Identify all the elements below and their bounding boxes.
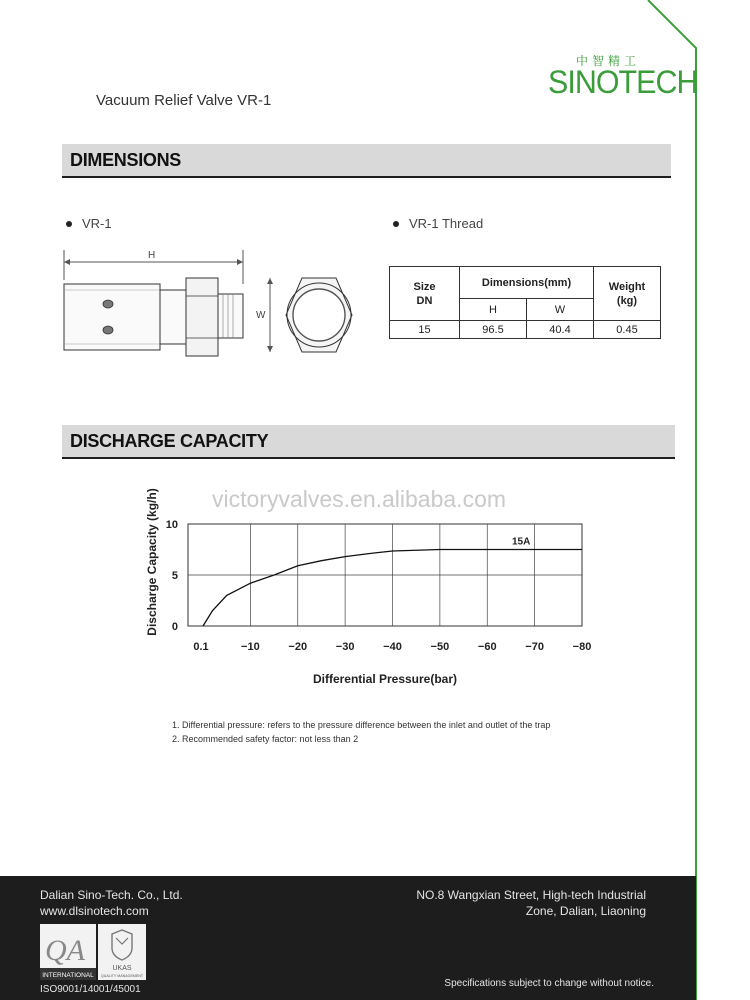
valve-hex-end-view-drawing <box>256 270 370 360</box>
vr1-thread-bullet-label: VR-1 Thread <box>409 216 484 231</box>
bullet-dot <box>66 221 72 227</box>
document-title: Vacuum Relief Valve VR-1 <box>96 92 272 109</box>
svg-text:QA: QA <box>45 934 85 967</box>
discharge-heading: DISCHARGE CAPACITY <box>70 431 269 451</box>
x-tick-label: −80 <box>572 641 592 653</box>
dimensions-table <box>389 266 661 339</box>
x-tick-label: −70 <box>525 641 544 653</box>
note-1: 1. Differential pressure: refers to the pressure difference between the inlet and outlet of the trap <box>172 720 551 730</box>
chart-notes <box>172 718 550 746</box>
x-tick-label: −20 <box>288 641 308 653</box>
footer-address-line2: Zone, Dalian, Liaoning <box>525 904 646 918</box>
x-tick-label: 0.1 <box>193 641 209 653</box>
h-value: 96.5 <box>460 321 527 339</box>
ukas-cert-label: UKAS <box>112 965 132 972</box>
weight-value: 0.45 <box>594 321 661 339</box>
logo-english-text: SINOTECH <box>548 64 698 100</box>
sinotech-logo <box>548 52 698 104</box>
qa-certification-logo <box>40 924 96 980</box>
footer-address-line1: NO.8 Wangxian Street, High-tech Industrial <box>416 888 646 902</box>
h-dimension-label: H <box>148 250 156 261</box>
vr1-bullet <box>66 216 112 231</box>
x-tick-label: −50 <box>430 641 450 653</box>
weight-header-cell <box>594 267 661 321</box>
dimensions-section-header <box>62 144 671 178</box>
table-row <box>390 321 661 339</box>
y-tick-label: 5 <box>171 570 178 582</box>
valve-side-view-drawing <box>60 244 260 360</box>
series-label: 15A <box>512 536 531 548</box>
w-subheader: W <box>527 299 594 321</box>
x-tick-label: −60 <box>477 641 497 653</box>
size-value: 15 <box>390 321 460 339</box>
ukas-certification-logo <box>98 924 146 980</box>
x-tick-label: −40 <box>383 641 402 653</box>
footer-iso: ISO9001/14001/45001 <box>40 984 141 995</box>
footer-notice: Specifications subject to change without notice. <box>444 978 654 989</box>
weight-header: Weight <box>608 280 646 293</box>
footer-website[interactable]: www.dlsinotech.com <box>40 904 149 918</box>
logo-chinese-text: 中智精工 <box>576 54 641 68</box>
dn-header: DN <box>416 294 433 307</box>
x-tick-label: −10 <box>241 641 260 653</box>
bullet-dot <box>393 221 399 227</box>
vr1-thread-bullet <box>393 216 483 231</box>
footer-company: Dalian Sino-Tech. Co., Ltd. <box>40 888 183 902</box>
note-2: 2. Recommended safety factor: not less than 2 <box>172 734 359 744</box>
dimensions-heading: DIMENSIONS <box>70 150 182 170</box>
footer <box>0 876 696 1000</box>
ukas-cert-sublabel: QUALITY MANAGEMENT <box>100 974 144 978</box>
size-header-cell <box>390 267 460 321</box>
x-axis-label: Differential Pressure(bar) <box>312 672 458 686</box>
y-tick-label: 10 <box>165 519 178 531</box>
x-tick-label: −30 <box>335 641 355 653</box>
weight-unit-header: (kg) <box>616 294 638 307</box>
watermark: victoryvalves.en.alibaba.com <box>212 486 507 512</box>
size-header: Size <box>413 280 436 293</box>
dimensions-mm-header: Dimensions(mm) <box>460 267 594 299</box>
h-subheader: H <box>460 299 527 321</box>
qa-cert-label: INTERNATIONAL <box>42 972 94 979</box>
y-axis-label: Discharge Capacity (kg/h) <box>145 488 159 636</box>
y-tick-label: 0 <box>171 621 178 633</box>
w-dimension-label: W <box>256 310 266 321</box>
w-value: 40.4 <box>527 321 594 339</box>
discharge-section-header <box>62 425 675 459</box>
vr1-bullet-label: VR-1 <box>82 216 112 231</box>
